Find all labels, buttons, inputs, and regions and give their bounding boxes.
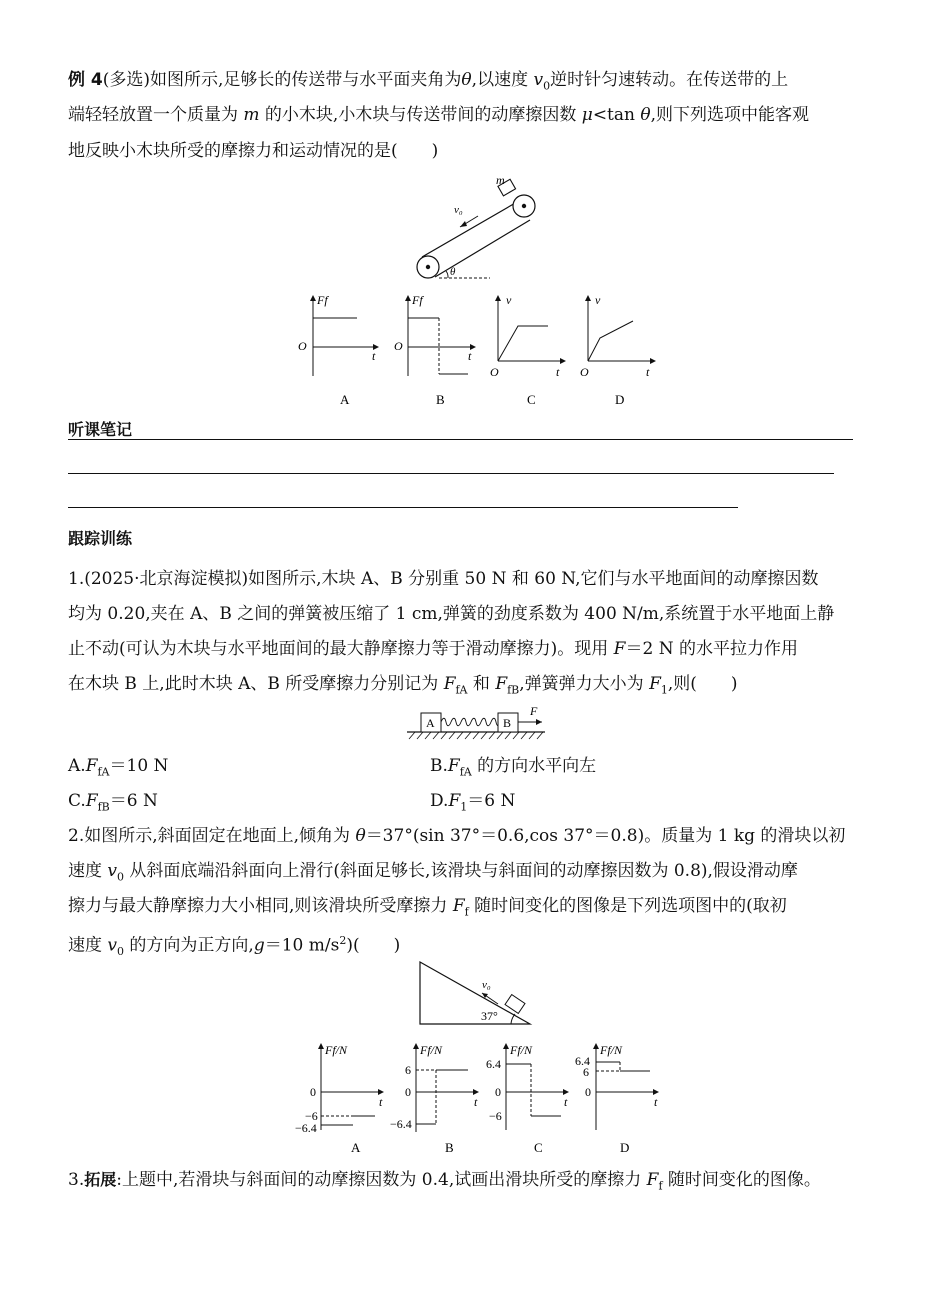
notes-line-3: [68, 507, 738, 508]
q2-graph-b: [390, 1043, 478, 1132]
q1-option-a[interactable]: $A.F_{fA}=10$ N: [68, 756, 169, 779]
q3-line: 3.拓展:上题中,若滑块与斜面间的动摩擦因数为 0.4,试画出滑块所受的摩擦力 $F_f$ 随时间变化的图像。: [68, 1170, 821, 1193]
svg-text:Ff/N: Ff/N: [325, 1043, 348, 1057]
q1-line-4: 在木块 B 上,此时木块 A、B 所受摩擦力分别记为 $F_{fA}$ 和 $F_{fB}$,弹簧弹力大小为 $F_1$,则( ): [68, 674, 738, 697]
q1-line-1: 1.(2025·北京海淀模拟)如图所示,木块 A、B 分别重 50 N 和 60 N,它们与水平地面间的动摩擦因数: [68, 569, 819, 589]
conveyor-belt-figure: [400, 172, 550, 284]
theta-label: θ: [450, 266, 456, 278]
slider-block: [505, 995, 525, 1014]
svg-text:0: 0: [310, 1085, 316, 1099]
svg-text:−6: −6: [489, 1109, 502, 1123]
spring: [441, 718, 501, 726]
graph-b: [394, 293, 475, 376]
svg-text:O: O: [298, 339, 307, 353]
angle-label: 37°: [481, 1009, 498, 1023]
svg-text:A: A: [426, 716, 435, 730]
q1-line-2: 均为 0.20,夹在 A、B 之间的弹簧被压缩了 1 cm,弹簧的劲度系数为 400 N/m,系统置于水平地面上静: [68, 604, 835, 624]
svg-text:Ff/N: Ff/N: [420, 1043, 443, 1057]
svg-text:C: C: [534, 1140, 543, 1155]
svg-text:6: 6: [583, 1065, 589, 1079]
svg-text:−6.4: −6.4: [390, 1117, 412, 1131]
q1-option-c[interactable]: $C.F_{fB}=6$ N: [68, 791, 158, 814]
q2-graphs: [293, 1040, 673, 1158]
graph-c: [490, 293, 565, 379]
q1-option-d[interactable]: $D.F_1=6$ N: [430, 791, 516, 814]
svg-text:−6.4: −6.4: [295, 1121, 317, 1135]
velocity-label: v₀: [454, 204, 463, 216]
option-d-label: D: [615, 392, 625, 407]
svg-text:v: v: [595, 293, 601, 307]
q2-graph-a: [295, 1043, 383, 1135]
option-b-label: B: [436, 392, 445, 407]
svg-text:Ff/N: Ff/N: [600, 1043, 623, 1057]
option-a-label: A: [340, 392, 350, 407]
svg-text:Ff: Ff: [412, 293, 423, 307]
notes-line-1: [68, 439, 853, 440]
svg-text:t: t: [468, 349, 472, 363]
svg-text:6.4: 6.4: [486, 1057, 501, 1071]
svg-text:t: t: [556, 365, 560, 379]
svg-text:Ff/N: Ff/N: [510, 1043, 533, 1057]
q2-line-4: 速度 $v_0$ 的方向为正方向,g＝10 $m/s^2$)( ): [68, 934, 401, 959]
example4-graphs: [290, 290, 670, 412]
graph-d: [580, 293, 655, 379]
svg-text:t: t: [372, 349, 376, 363]
svg-text:t: t: [474, 1095, 478, 1109]
q2-line-3: 擦力与最大静摩擦力大小相同,则该滑块所受摩擦力 $F_f$ 随时间变化的图像是下列选项图中的(取初: [68, 896, 787, 919]
svg-text:t: t: [379, 1095, 383, 1109]
q2-graph-d: [575, 1043, 658, 1130]
belt-upper-line: [422, 202, 517, 257]
svg-text:0: 0: [495, 1085, 501, 1099]
notes-line-2: [68, 473, 834, 474]
svg-text:O: O: [580, 365, 589, 379]
svg-text:F: F: [530, 704, 538, 718]
svg-text:t: t: [646, 365, 650, 379]
svg-text:O: O: [490, 365, 499, 379]
svg-text:0: 0: [405, 1085, 411, 1099]
svg-text:v: v: [506, 293, 512, 307]
incline-figure: [415, 958, 537, 1028]
svg-text:B: B: [445, 1140, 454, 1155]
svg-text:6: 6: [405, 1063, 411, 1077]
tracking-title: 跟踪训练: [68, 529, 133, 548]
svg-text:Ff: Ff: [317, 293, 328, 307]
mass-label: m: [496, 173, 505, 187]
graph-a: [298, 293, 378, 376]
example4-line-3: 地反映小木块所受的摩擦力和运动情况的是( ): [68, 141, 439, 161]
example4-line-2: 端轻轻放置一个质量为 m 的小木块,小木块与传送带间的动摩擦因数 μ<tan θ,则下列选项中能客观: [68, 105, 810, 125]
notes-title: 听课笔记: [68, 420, 133, 439]
q2-line-1: 2.如图所示,斜面固定在地面上,倾角为 θ＝37°(sin 37°＝0.6,cos 37°＝0.8)。质量为 1 kg 的滑块以初: [68, 826, 846, 846]
svg-text:O: O: [394, 339, 403, 353]
spring-blocks-figure: [405, 704, 550, 740]
svg-text:t: t: [654, 1095, 658, 1109]
q2-graph-c: [486, 1043, 568, 1130]
svg-text:0: 0: [585, 1085, 591, 1099]
svg-text:D: D: [620, 1140, 630, 1155]
svg-text:v₀: v₀: [482, 979, 491, 991]
option-c-label: C: [527, 392, 536, 407]
q1-option-b[interactable]: $B.F_{fA}$ 的方向水平向左: [430, 756, 597, 779]
q1-line-3: 止不动(可认为木块与水平地面间的最大静摩擦力等于滑动摩擦力)。现用 F＝2 N 的水平拉力作用: [68, 639, 798, 659]
svg-text:−6: −6: [305, 1109, 318, 1123]
svg-text:B: B: [503, 716, 512, 730]
incline-triangle: [420, 962, 530, 1024]
svg-text:6.4: 6.4: [575, 1054, 590, 1068]
q2-line-2: 速度 $v_0$ 从斜面底端沿斜面向上滑行(斜面足够长,该滑块与斜面间的动摩擦因数为 0.8),假设滑动摩: [68, 861, 798, 884]
example4-line-1: 例 4(多选)如图所示,足够长的传送带与水平面夹角为θ,以速度 $v_0$逆时针匀速转动。在传送带的上: [68, 70, 789, 93]
svg-text:t: t: [564, 1095, 568, 1109]
svg-text:A: A: [351, 1140, 361, 1155]
